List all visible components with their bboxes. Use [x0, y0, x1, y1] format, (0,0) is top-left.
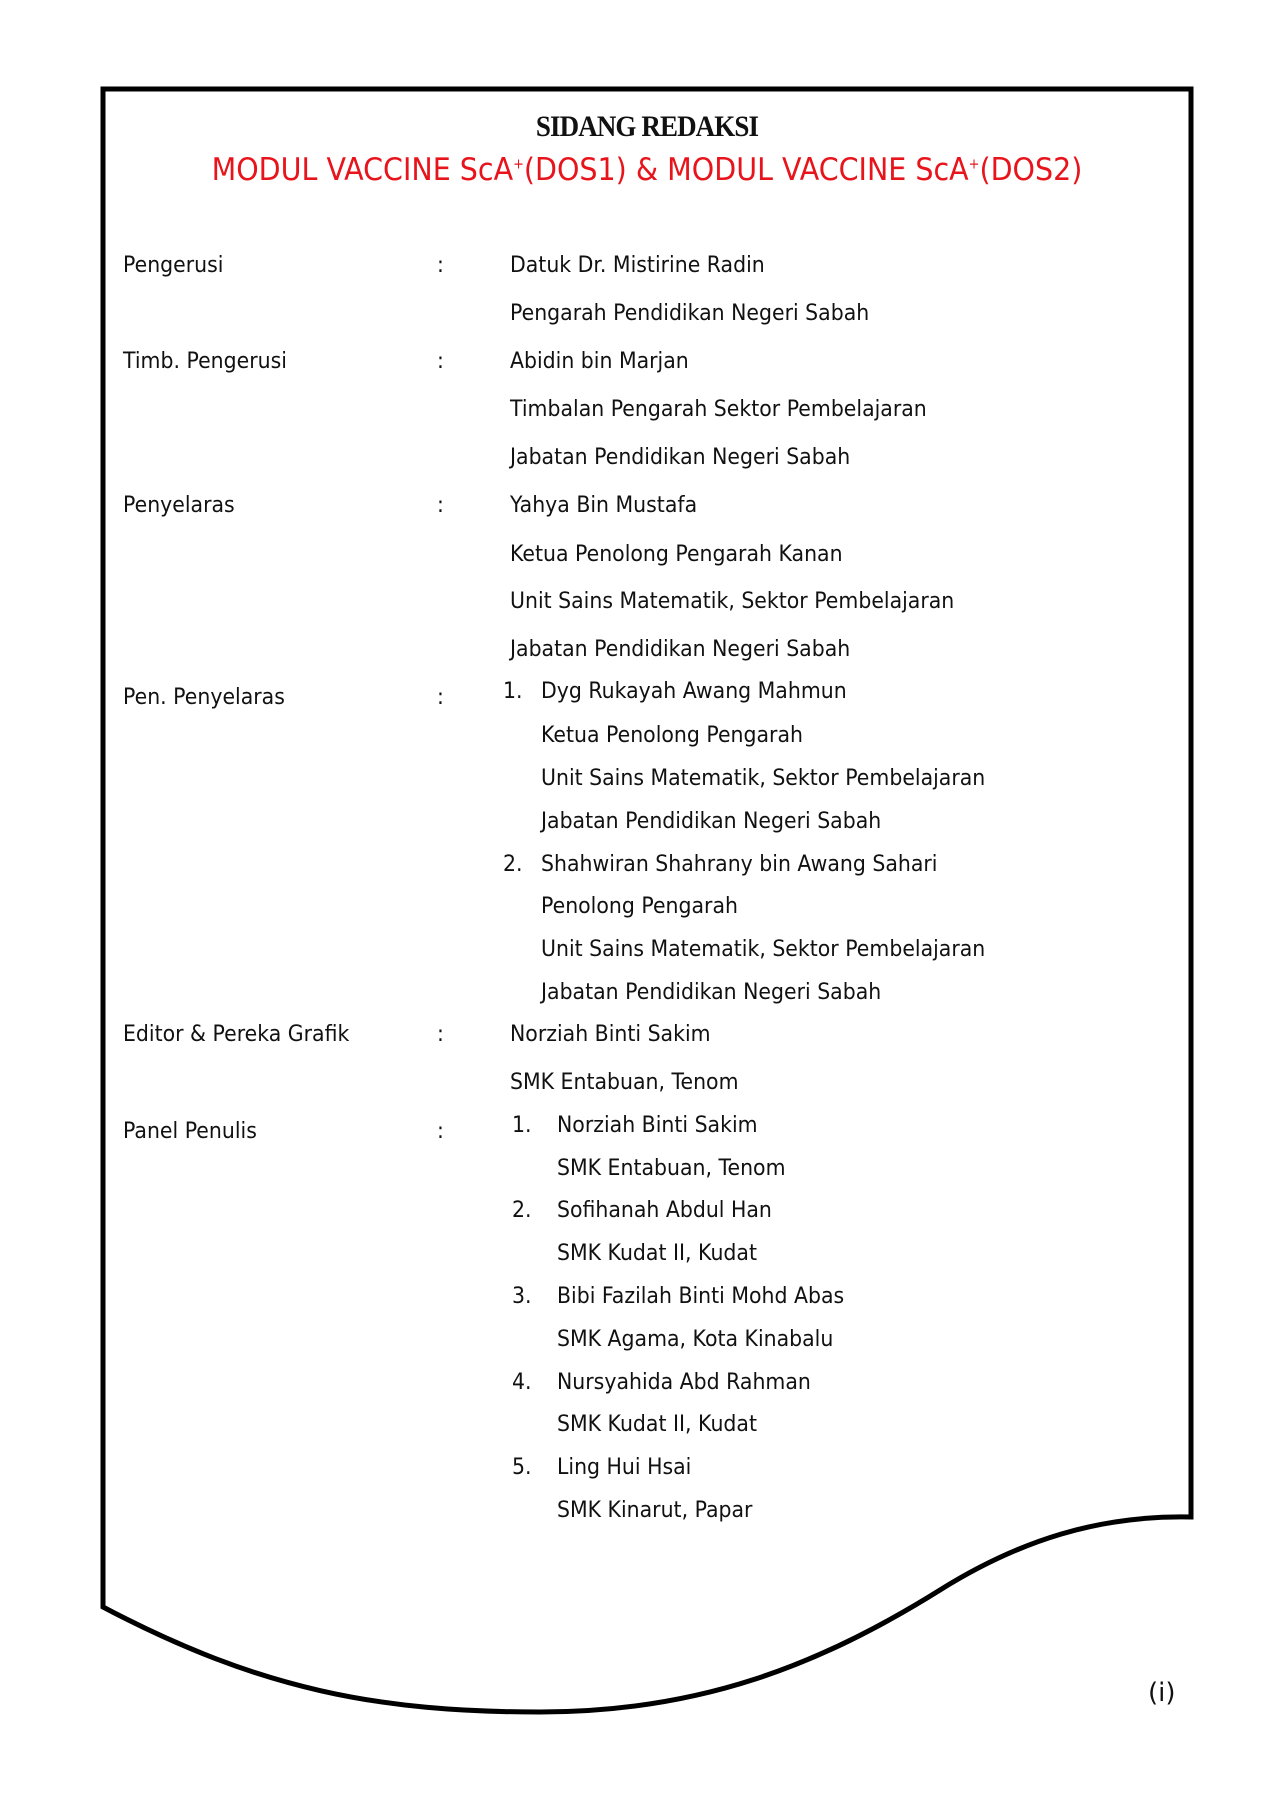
pen-penyelaras-line: Jabatan Pendidikan Negeri Sabah [541, 809, 882, 834]
item-number: 1. [503, 679, 523, 704]
pen-penyelaras-line: Dyg Rukayah Awang Mahmun [541, 679, 847, 704]
item-number: 5. [512, 1455, 532, 1480]
page-number: (i) [1148, 1678, 1176, 1708]
panel-penulis-line: Nursyahida Abd Rahman [557, 1370, 811, 1395]
pen-penyelaras-line: Unit Sains Matematik, Sektor Pembelajaran [541, 937, 986, 962]
colon: : [437, 349, 444, 374]
item-number: 4. [512, 1370, 532, 1395]
panel-penulis-line: Bibi Fazilah Binti Mohd Abas [557, 1284, 845, 1309]
module-subtitle: MODUL VACCINE ScA+(DOS1) & MODUL VACCINE ScA+(DOS2) [211, 152, 1083, 188]
penyelaras-line: Jabatan Pendidikan Negeri Sabah [510, 637, 851, 662]
item-number: 1. [512, 1113, 532, 1138]
page-title: SIDANG REDAKSI [535, 110, 759, 143]
timb-pengerusi-label: Timb. Pengerusi [123, 349, 287, 374]
panel-penulis-line: Sofihanah Abdul Han [557, 1198, 772, 1223]
pen-penyelaras-line: Jabatan Pendidikan Negeri Sabah [541, 980, 882, 1005]
editor-line: Norziah Binti Sakim [510, 1022, 711, 1047]
colon: : [437, 685, 444, 710]
penyelaras-line: Yahya Bin Mustafa [510, 493, 698, 518]
pengerusi-line: Pengarah Pendidikan Negeri Sabah [510, 301, 870, 326]
panel-penulis-line: SMK Entabuan, Tenom [557, 1156, 786, 1181]
item-number: 2. [503, 852, 523, 877]
editor-label: Editor & Pereka Grafik [123, 1022, 350, 1047]
panel-penulis-line: Norziah Binti Sakim [557, 1113, 758, 1138]
pen-penyelaras-line: Unit Sains Matematik, Sektor Pembelajaran [541, 766, 986, 791]
item-number: 3. [512, 1284, 532, 1309]
editor-line: SMK Entabuan, Tenom [510, 1070, 739, 1095]
panel-penulis-line: SMK Agama, Kota Kinabalu [557, 1327, 834, 1352]
pen-penyelaras-line: Shahwiran Shahrany bin Awang Sahari [541, 852, 938, 877]
colon: : [437, 253, 444, 278]
pengerusi-label: Pengerusi [123, 253, 224, 278]
penyelaras-line: Ketua Penolong Pengarah Kanan [510, 542, 843, 567]
panel-penulis-line: SMK Kudat II, Kudat [557, 1412, 757, 1437]
penyelaras-label: Penyelaras [123, 493, 235, 518]
colon: : [437, 493, 444, 518]
pen-penyelaras-line: Ketua Penolong Pengarah [541, 723, 803, 748]
timb-pengerusi-line: Abidin bin Marjan [510, 349, 689, 374]
item-number: 2. [512, 1198, 532, 1223]
timb-pengerusi-line: Jabatan Pendidikan Negeri Sabah [510, 445, 851, 470]
pengerusi-line: Datuk Dr. Mistirine Radin [510, 253, 765, 278]
colon: : [437, 1119, 444, 1144]
timb-pengerusi-line: Timbalan Pengarah Sektor Pembelajaran [510, 397, 927, 422]
pen-penyelaras-line: Penolong Pengarah [541, 894, 738, 919]
panel-penulis-line: SMK Kudat II, Kudat [557, 1241, 757, 1266]
panel-penulis-label: Panel Penulis [123, 1119, 257, 1144]
panel-penulis-line: Ling Hui Hsai [557, 1455, 692, 1480]
panel-penulis-line: SMK Kinarut, Papar [557, 1498, 753, 1523]
pen-penyelaras-label: Pen. Penyelaras [123, 685, 285, 710]
penyelaras-line: Unit Sains Matematik, Sektor Pembelajaran [510, 589, 955, 614]
colon: : [437, 1022, 444, 1047]
